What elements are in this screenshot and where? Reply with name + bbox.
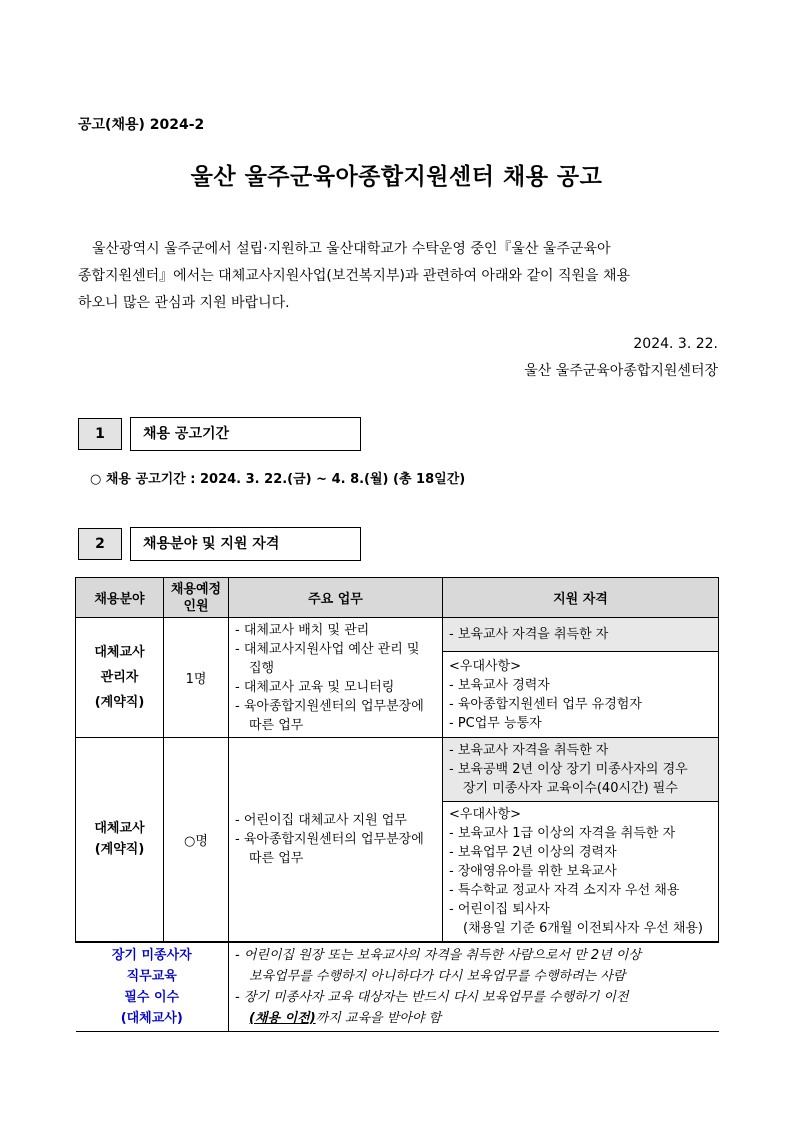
notice-number: 공고(채용) 2024-2 [78,117,205,133]
duty-item: - 육아종합지원센터의 업무분장에 [235,831,424,847]
intro-line: 종합지원센터』에서는 대체교사지원사업(보건복지부)과 관련하여 아래와 같이 직원을 채용 [78,268,631,284]
duty-item: - 육아종합지원센터의 업무분장에 [235,698,424,714]
header-count-line: 채용예정 [170,581,222,597]
header-count [164,578,229,618]
note-line: - 어린이집 원장 또는 보육교사의 자격을 취득한 사람으로서 만 2년 이상 [235,947,641,963]
note-row [76,942,719,1032]
preferred-item: (채용일 기준 6개월 이전퇴사자 우선 채용) [463,920,704,936]
field-line: (계약직) [94,695,145,710]
note-label-line: 필수 이수 [124,989,180,1005]
duty-item: - 대체교사 교육 및 모니터링 [235,679,395,695]
header-count-line: 인원 [183,598,209,614]
notice-date: 2024. 3. 22. [633,336,718,352]
header-qualification: 지원 자격 [443,578,719,618]
preferred-heading: <우대사항> [449,658,522,674]
preferred-heading: <우대사항> [449,806,522,822]
field-line: 대체교사 [94,821,145,837]
row1-field [76,618,164,738]
duty-item: - 대체교사 배치 및 관리 [235,622,370,638]
preferred-item: - 보육교사 1급 이상의 자격을 취득한 자 [449,825,676,841]
note-label [76,942,229,1032]
field-line: 대체교사 [94,645,145,660]
header-field: 채용분야 [76,578,164,618]
row2-required [443,738,719,802]
table-row [76,738,719,802]
intro-line: 하오니 많은 관심과 지원 바랍니다. [78,295,290,311]
section-2-title: 채용분야 및 지원 자격 [130,527,361,561]
row2-preferred [443,802,719,942]
required-item: - 보육공백 2년 이상 장기 미종사자의 경우 [449,762,688,777]
preferred-item: - PC업무 능통자 [449,715,542,731]
recruitment-table [75,577,719,1032]
note-emphasis: (채용 이전) [249,1010,316,1026]
note-content [229,942,719,1032]
note-label-line: 장기 미종사자 [111,947,192,963]
section-2-number: 2 [78,528,122,560]
header-duties: 주요 업무 [229,578,443,618]
signature: 울산 울주군육아종합지원센터장 [524,363,718,379]
section-1-title: 채용 공고기간 [130,417,361,451]
row2-duties [229,738,443,942]
note-line: 보육업무를 수행하지 아니하다가 다시 보육업무를 수행하려는 사람 [249,968,626,984]
field-line: (계약직) [94,842,145,858]
required-item: - 보육교사 자격을 취득한 자 [449,627,609,642]
preferred-item: - 장애영유아를 위한 보육교사 [449,863,617,879]
row1-duties [229,618,443,738]
table-header-row [76,578,719,618]
duty-item: 따른 업무 [249,717,304,733]
required-item: - 보육교사 자격을 취득한 자 [449,743,609,758]
row2-count: ○명 [164,738,229,942]
row1-count: 1명 [164,618,229,738]
note-line: - 장기 미종사자 교육 대상자는 반드시 다시 보육업무를 수행하기 이전 [235,989,629,1005]
note-line-rest: 까지 교육을 받아야 함 [315,1010,442,1026]
duty-item: - 어린이집 대체교사 지원 업무 [235,812,407,828]
duty-item: 따른 업무 [249,850,304,866]
row1-required [443,618,719,652]
preferred-item: - 보육업무 2년 이상의 경력자 [449,844,617,860]
duty-item: 집행 [249,660,275,676]
intro-line: 울산광역시 울주군에서 설립·지원하고 울산대학교가 수탁운영 중인『울산 울주군육아 [92,241,611,257]
note-label-line: (대체교사) [120,1010,183,1026]
required-item: 장기 미종사자 교육이수(40시간) 필수 [463,781,678,796]
preferred-item: - 어린이집 퇴사자 [449,901,550,917]
preferred-item: - 보육교사 경력자 [449,677,550,693]
table-row [76,618,719,652]
section-1-number: 1 [78,418,122,450]
note-label-line: 직무교육 [126,968,177,984]
preferred-item: - 육아종합지원센터 업무 유경험자 [449,696,642,712]
intro-paragraph [78,236,718,317]
recruitment-period: ○ 채용 공고기간 : 2024. 3. 22.(금) ~ 4. 8.(월) (총 18일간) [90,472,466,487]
duty-item: - 대체교사지원사업 예산 관리 및 [235,641,420,657]
note-line [235,1008,713,1029]
page-title: 울산 울주군육아종합지원센터 채용 공고 [190,164,603,190]
preferred-item: - 특수학교 정교사 자격 소지자 우선 채용 [449,882,680,898]
row2-field [76,738,164,942]
field-line: 관리자 [100,670,139,685]
row1-preferred [443,652,719,738]
